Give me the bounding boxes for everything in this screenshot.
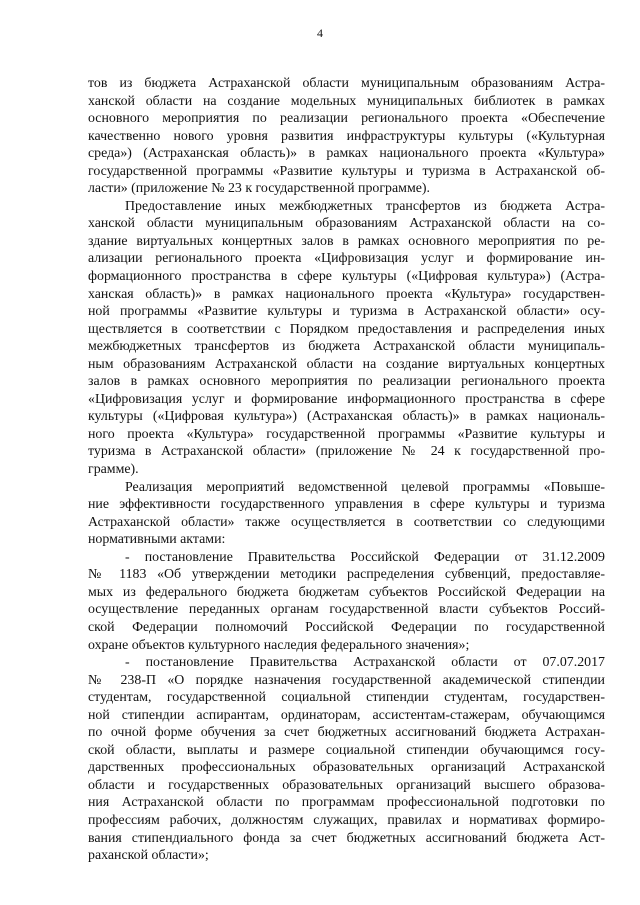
text-line: вания стипендиального фонда за счет бюджетных ассигнований бюджета Аст- <box>88 830 605 846</box>
text-line: № 238-П «О порядке назначения государственной академической стипендии <box>88 672 605 688</box>
text-line: залов в рамках основного мероприятия по реализации регионального проекта <box>88 374 605 390</box>
text-line: здание виртуальных концертных залов в рамках основного мероприятия по ре- <box>88 233 605 249</box>
document-body <box>88 75 605 865</box>
text-line: ние эффективности государственного управления в сфере культуры и туризма <box>88 497 605 513</box>
text-line: ния Астраханской области по программам профессиональной подготовки по <box>88 795 605 811</box>
text-line: студентам, государственной социальной стипендии студентам, государствен- <box>88 690 605 706</box>
text-line: нормативными актами: <box>88 532 226 548</box>
paragraph <box>88 198 605 479</box>
text-line: ханская область)» в рамках национального проекта «Культура» государствен- <box>88 286 605 302</box>
text-line: Астраханской области» также осуществляется в соответствии со следующими <box>88 514 605 530</box>
text-line: основного мероприятия по реализации регионального проекта «Обеспечение <box>88 111 605 127</box>
text-line: мых из федерального бюджета бюджетам субъектов Российской Федерации на <box>88 584 605 600</box>
text-line: осуществление переданных органам государственной власти субъектов Россий- <box>88 602 605 618</box>
text-line: туризма в Астраханской области» (приложение № 24 к государственной про- <box>88 444 605 460</box>
text-line: среда») (Астраханская область)» в рамках национального проекта «Культура» <box>88 146 605 162</box>
text-line: ным образованиям Астраханской области на создание виртуальных концертных <box>88 356 605 372</box>
text-line: дарственных профессиональных образовательных организаций Астраханской <box>88 760 605 776</box>
text-line: - постановление Правительства Российской Федерации от 31.12.2009 <box>125 549 605 565</box>
text-line: - постановление Правительства Астраханской области от 07.07.2017 <box>125 655 605 671</box>
text-line: ной стипендии аспирантам, ординаторам, ассистентам-стажерам, обучающимся <box>88 707 605 723</box>
text-line: № 1183 «Об утверждении методики распределения субвенций, предоставляе- <box>88 567 605 583</box>
text-line: тов из бюджета Астраханской области муниципальным образованиям Астра- <box>88 76 605 91</box>
text-line: культуры («Цифровая культура») (Астраханская область)» в рамках националь- <box>88 409 605 425</box>
text-line: ханской области на создание модельных муниципальных библиотек в рамках <box>88 93 605 109</box>
text-line: ласти» (приложение № 23 к государственной программе). <box>88 181 430 197</box>
text-line: «Цифровизация услуг и формирование информационного пространства в сфере <box>88 391 605 407</box>
text-line: формационного пространства в сфере культуры («Цифровая культура») (Астра- <box>88 269 605 285</box>
text-line: ской Федерации полномочий Российской Федерации по государственной <box>88 619 605 635</box>
text-line: Предоставление иных межбюджетных трансфертов из бюджета Астра- <box>125 198 605 214</box>
text-line: по очной форме обучения за счет бюджетных ассигнований бюджета Астрахан- <box>88 725 605 741</box>
text-line: ной программы «Развитие культуры и туризма в Астраханской области» осу- <box>88 304 605 320</box>
text-line: ханской области муниципальным образованиям Астраханской области на со- <box>88 216 605 232</box>
text-line: ализации регионального проекта «Цифровизация услуг и формирование ин- <box>88 251 605 267</box>
text-line: ществляется в соответствии с Порядком предоставления и распределения иных <box>88 321 605 337</box>
text-line: государственной программы «Развитие культуры и туризма в Астраханской об- <box>88 163 605 179</box>
text-line: ного проекта «Культура» государственной программы «Развитие культуры и <box>88 426 605 442</box>
text-line: качественно нового уровня развития инфраструктуры культуры («Культурная <box>88 128 605 144</box>
text-line: ской области, выплаты и размере социальной стипендии обучающимся госу- <box>88 742 605 758</box>
text-line: области и государственных образовательных организаций высшего образова- <box>88 777 605 793</box>
page-number: 4 <box>317 26 323 40</box>
text-line: Реализация мероприятий ведомственной целевой программы «Повыше- <box>125 479 605 495</box>
paragraph <box>88 479 605 549</box>
text-line: межбюджетных трансфертов из бюджета Астраханской области муниципаль- <box>88 339 605 355</box>
text-line: охране объектов культурного наследия федерального значения»; <box>88 637 470 653</box>
text-line: профессиям рабочих, должностям служащих, правилах и нормативах формиро- <box>88 812 605 828</box>
paragraph <box>88 654 605 865</box>
text-line: грамме). <box>88 462 139 478</box>
text-line: раханской области»; <box>88 848 209 864</box>
paragraph <box>88 75 605 198</box>
paragraph <box>88 549 605 654</box>
